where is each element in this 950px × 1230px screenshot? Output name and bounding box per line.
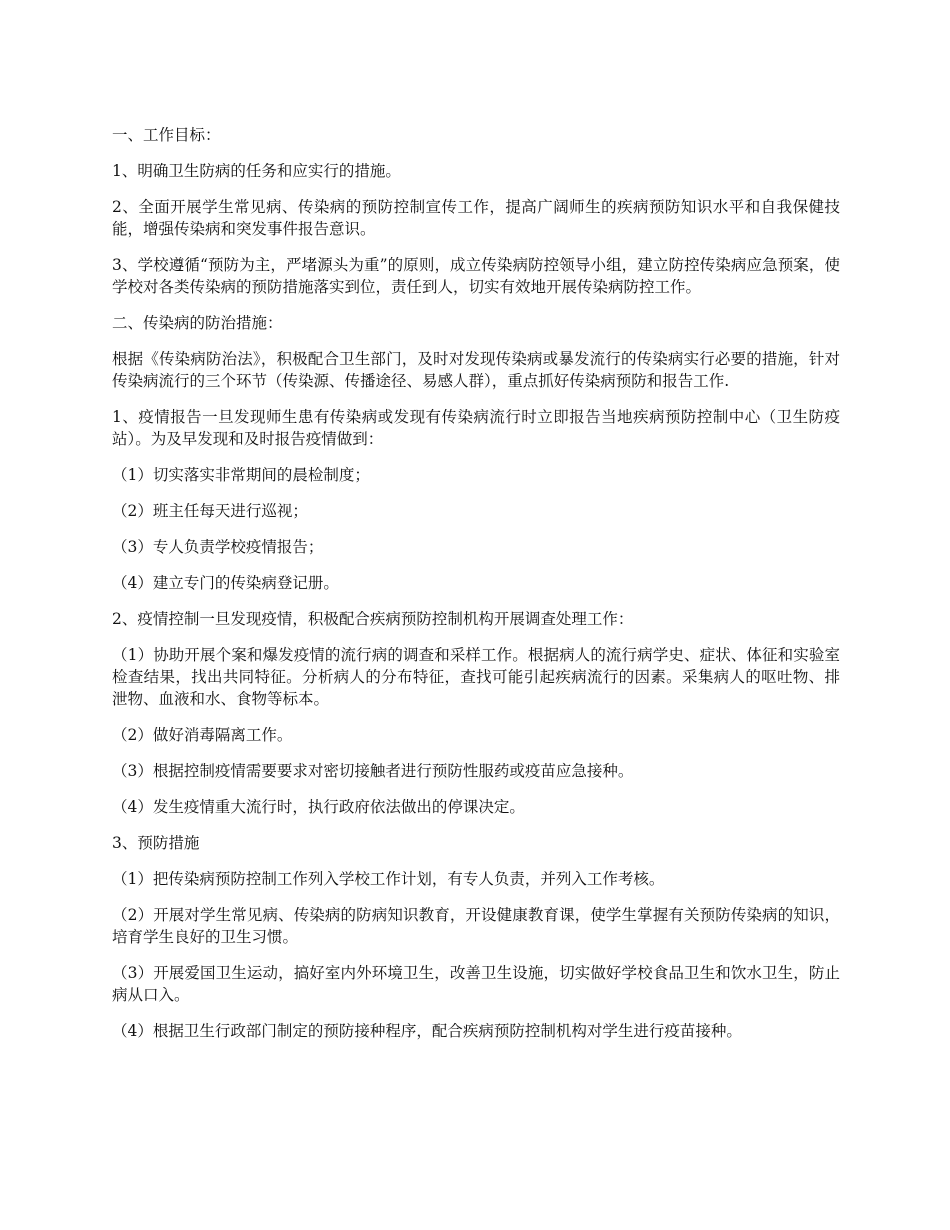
control-item-3: （3）根据控制疫情需要要求对密切接触者进行预防性服药或疫苗应急接种。 <box>112 762 634 780</box>
goal-item-1: 1、明确卫生防病的任务和应实行的措施。 <box>112 162 401 180</box>
prevention-item-3: （3）开展爱国卫生运动，搞好室内外环境卫生，改善卫生设施，切实做好学校食品卫生和饮水卫生，防止病从口入。 <box>112 964 840 1004</box>
prevention-item-2: （2）开展对学生常见病、传染病的防病知识教育，开设健康教育课，使学生掌握有关预防传染病的知识，培育学生良好的卫生习惯。 <box>112 906 840 946</box>
measure-prevention: 3、预防措施 <box>112 834 200 852</box>
measure-reporting: 1、疫情报告一旦发现师生患有传染病或发现有传染病流行时立即报告当地疾病预防控制中心（卫生防疫站）。为及早发现和及时报告疫情做到： <box>112 408 840 448</box>
reporting-item-4: （4）建立专门的传染病登记册。 <box>112 574 339 592</box>
section-heading-goals: 一、工作目标： <box>112 126 221 144</box>
control-item-1: （1）协助开展个案和爆发疫情的流行病的调查和采样工作。根据病人的流行病学史、症状、体征和实验室检查结果，找出共同特征。分析病人的分布特征，查找可能引起疾病流行的因素。采集病人的呕吐物、排泄物、血液和水、食物等标本。 <box>112 646 840 708</box>
reporting-item-1: （1）切实落实非常期间的晨检制度； <box>112 466 370 484</box>
prevention-item-1: （1）把传染病预防控制工作列入学校工作计划，有专人负责，并列入工作考核。 <box>112 870 665 888</box>
control-item-4: （4）发生疫情重大流行时，执行政府依法做出的停课决定。 <box>112 798 525 816</box>
reporting-item-3: （3）专人负责学校疫情报告； <box>112 538 324 556</box>
section-heading-measures: 二、传染病的防治措施： <box>112 314 283 332</box>
document-page <box>112 124 840 1056</box>
control-item-2: （2）做好消毒隔离工作。 <box>112 726 293 744</box>
goal-item-2: 2、全面开展学生常见病、传染病的预防控制宣传工作，提高广阔师生的疾病预防知识水平和自我保健技能，增强传染病和突发事件报告意识。 <box>112 198 840 238</box>
prevention-item-4: （4）根据卫生行政部门制定的预防接种程序，配合疾病预防控制机构对学生进行疫苗接种。 <box>112 1022 742 1040</box>
measures-intro: 根据《传染病防治法》，积极配合卫生部门，及时对发现传染病或暴发流行的传染病实行必要的措施，针对传染病流行的三个环节（传染源、传播途径、易感人群），重点抓好传染病预防和报告工作. <box>112 350 840 390</box>
reporting-item-2: （2）班主任每天进行巡视； <box>112 502 308 520</box>
goal-item-3: 3、学校遵循“预防为主，严堵源头为重”的原则，成立传染病防控领导小组，建立防控传染病应急预案，使学校对各类传染病的预防措施落实到位，责任到人，切实有效地开展传染病防控工作。 <box>112 256 840 296</box>
measure-control: 2、疫情控制一旦发现疫情，积极配合疾病预防控制机构开展调查处理工作： <box>112 610 634 628</box>
